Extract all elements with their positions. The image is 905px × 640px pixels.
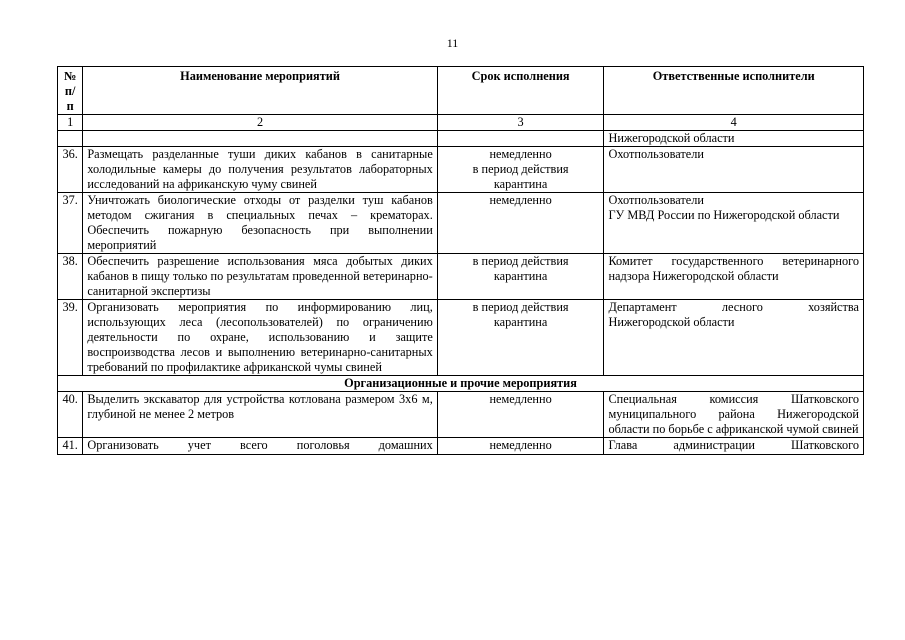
measure-name-text: Организовать учет всего поголовья домашних bbox=[87, 438, 433, 452]
term-line: немедленно bbox=[489, 147, 552, 161]
empty-cell bbox=[437, 131, 604, 147]
row-number: 37. bbox=[58, 193, 83, 254]
responsible-cell bbox=[604, 438, 864, 455]
table-row bbox=[58, 254, 864, 300]
measure-name: Обеспечить разрешение использования мяса добытых диких кабанов в пищу только по результатам проведенной ветеринарно-санитарной экспертизы bbox=[83, 254, 437, 300]
column-index-row bbox=[58, 115, 864, 131]
term-line: в период действия bbox=[472, 300, 569, 314]
responsible-cell: Комитет государственного ветеринарного надзора Нижегородской области bbox=[604, 254, 864, 300]
term-cell bbox=[437, 392, 604, 438]
term-line: немедленно bbox=[489, 193, 552, 207]
table-row bbox=[58, 147, 864, 193]
responsible-line: ГУ МВД России по Нижегородской области bbox=[608, 208, 840, 222]
responsible-cell: Специальная комиссия Шатковского муниципального района Нижегородской области по борьбе с африканской чумой свиней bbox=[604, 392, 864, 438]
table-header-row bbox=[58, 67, 864, 115]
term-line: в период действия bbox=[472, 254, 569, 268]
column-index-cell: 3 bbox=[437, 115, 604, 131]
responsible-line: Охотпользователи bbox=[608, 193, 704, 207]
section-row bbox=[58, 376, 864, 392]
header-term: Срок исполнения bbox=[437, 67, 604, 115]
measure-name: Организовать мероприятия по информированию лиц, использующих леса (лесопользователей) по ограничению деятельности по охране, использованию и защите воспроизводства лесов и выполнению ветеринарно-санитарных требований по профилактике африканской чумы свиней bbox=[83, 300, 437, 376]
row-number: 38. bbox=[58, 254, 83, 300]
row-number: 40. bbox=[58, 392, 83, 438]
continuation-row bbox=[58, 131, 864, 147]
term-cell bbox=[437, 300, 604, 376]
row-number: 36. bbox=[58, 147, 83, 193]
responsible-line: Глава администрации Шатковского bbox=[608, 438, 859, 452]
page-number: 11 bbox=[446, 36, 459, 50]
column-index-cell: 2 bbox=[83, 115, 437, 131]
measure-name: Размещать разделанные туши диких кабанов в санитарные холодильные камеры до получения результатов лабораторных исследований на африканскую чуму свиней bbox=[83, 147, 437, 193]
responsible-cell bbox=[604, 147, 864, 193]
term-cell bbox=[437, 438, 604, 455]
table-row bbox=[58, 392, 864, 438]
term-cell bbox=[437, 254, 604, 300]
term-cell bbox=[437, 147, 604, 193]
header-name: Наименование мероприятий bbox=[83, 67, 437, 115]
empty-cell bbox=[58, 131, 83, 147]
term-line: карантина bbox=[493, 269, 548, 283]
measure-name: Уничтожать биологические отходы от разделки туш кабанов методом сжигания в специальных печах – крематорах. Обеспечить пожарную безопасность при выполнении мероприятий bbox=[83, 193, 437, 254]
term-line: карантина bbox=[493, 177, 548, 191]
term-line: в период действия bbox=[472, 162, 569, 176]
empty-cell bbox=[83, 131, 437, 147]
term-cell bbox=[437, 193, 604, 254]
header-responsible: Ответственные исполнители bbox=[604, 67, 864, 115]
section-title: Организационные и прочие мероприятия bbox=[58, 376, 864, 392]
row-number: 39. bbox=[58, 300, 83, 376]
table-row bbox=[58, 438, 864, 455]
measure-name: Выделить экскаватор для устройства котлована размером 3х6 м, глубиной не менее 2 метров bbox=[83, 392, 437, 438]
responsible-cell: Департамент лесного хозяйства Нижегородской области bbox=[604, 300, 864, 376]
responsible-cell: Нижегородской области bbox=[604, 131, 864, 147]
table-row bbox=[58, 300, 864, 376]
responsible-line: Охотпользователи bbox=[608, 147, 704, 161]
measures-table bbox=[57, 66, 864, 455]
row-number: 41. bbox=[58, 438, 83, 455]
term-line: карантина bbox=[493, 315, 548, 329]
term-line: немедленно bbox=[489, 392, 552, 406]
column-index-cell: 1 bbox=[58, 115, 83, 131]
responsible-cell bbox=[604, 193, 864, 254]
measure-name bbox=[83, 438, 437, 455]
table-row bbox=[58, 193, 864, 254]
column-index-cell: 4 bbox=[604, 115, 864, 131]
term-line: немедленно bbox=[489, 438, 552, 452]
header-num: № п/п bbox=[58, 67, 83, 115]
